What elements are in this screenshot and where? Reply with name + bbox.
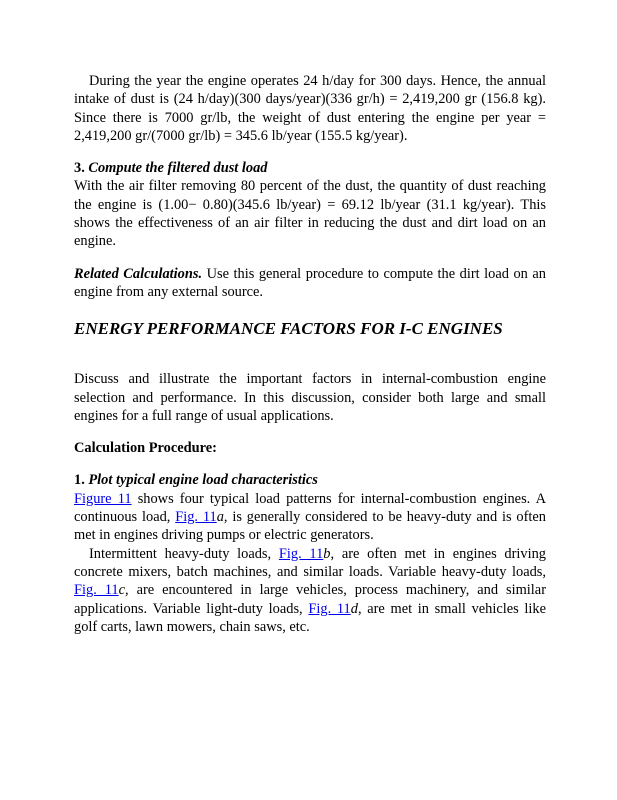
step-number: 1. [74, 472, 89, 489]
related-label: Related Calculations. [74, 265, 203, 282]
figure-11d-link[interactable]: Fig. 11 [308, 600, 351, 617]
text-run: , is generally considered to be heavy-duty and is often met in engines driving pumps or electric generators. [74, 509, 547, 544]
paragraph-annual-dust: During the year the engine operates 24 h/day for 300 days. Hence, the annual intake of dust is (24 h/day)(300 days/year)(336 gr/h) = 2,419,200 gr (156.8 kg). Since there is 7000 gr/lb, the weight of dust entering the engine per year = 2,419,200 gr/(7000 gr/lb) = 345.6 lb/year (155.5 kg/year). [74, 73, 546, 144]
paragraph-filtered-dust: With the air filter removing 80 percent of the dust, the quantity of dust reaching the engine is (1.00− 0.80)(345.6 lb/year) = 69.12 lb/year (31.1 kg/year). This shows the effectiveness of an air filter in reducing the dust and dirt load on an engine. [74, 178, 546, 250]
step-title: Plot typical engine load characteristics [88, 472, 318, 489]
figure-11b-link[interactable]: Fig. 11 [278, 545, 324, 562]
related-text: Use this general procedure to compute the dirt load on an engine from any external source. [74, 265, 546, 300]
figure-11c-link[interactable]: Fig. 11 [74, 582, 119, 599]
text-run: , are met in small vehicles like golf carts, lawn mowers, chain saws, etc. [74, 600, 546, 635]
calculation-procedure-heading: Calculation Procedure: [74, 440, 217, 457]
step-3-heading [74, 159, 546, 177]
paragraph-intro: Discuss and illustrate the important factors in internal-combustion engine selection and performance. In this discussion, consider both large and small engines for a full range of usual applications. [74, 371, 546, 424]
section-heading: ENERGY PERFORMANCE FACTORS FOR I-C ENGINES [74, 319, 503, 339]
spacer [74, 340, 546, 370]
figure-11a-link[interactable]: Fig. 11 [175, 509, 217, 526]
figure-11-link[interactable]: Figure 11 [74, 490, 132, 507]
step-title: Compute the filtered dust load [88, 160, 268, 177]
text-run: Intermittent heavy-duty loads, [89, 545, 279, 562]
step-1-heading [74, 471, 546, 489]
text-run: , are encountered in large vehicles, process machinery, and similar applications. Variable light-duty loads, [74, 582, 546, 617]
fig-suffix-d: d [350, 600, 358, 617]
fig-suffix-b: b [323, 545, 331, 562]
text-run: , are often met in engines driving concrete mixers, batch machines, and similar loads. Variable heavy-duty loads, [74, 545, 547, 580]
fig-suffix-a: a [216, 509, 224, 526]
text-run: shows four typical load patterns for internal-combustion engines. A continuous load, [74, 490, 546, 526]
paragraph-related-calculations [74, 265, 546, 302]
fig-suffix-c: c [118, 582, 126, 599]
paragraph-load-patterns [74, 490, 546, 545]
paragraph-intermittent-loads [74, 545, 546, 636]
step-number: 3. [74, 160, 89, 177]
